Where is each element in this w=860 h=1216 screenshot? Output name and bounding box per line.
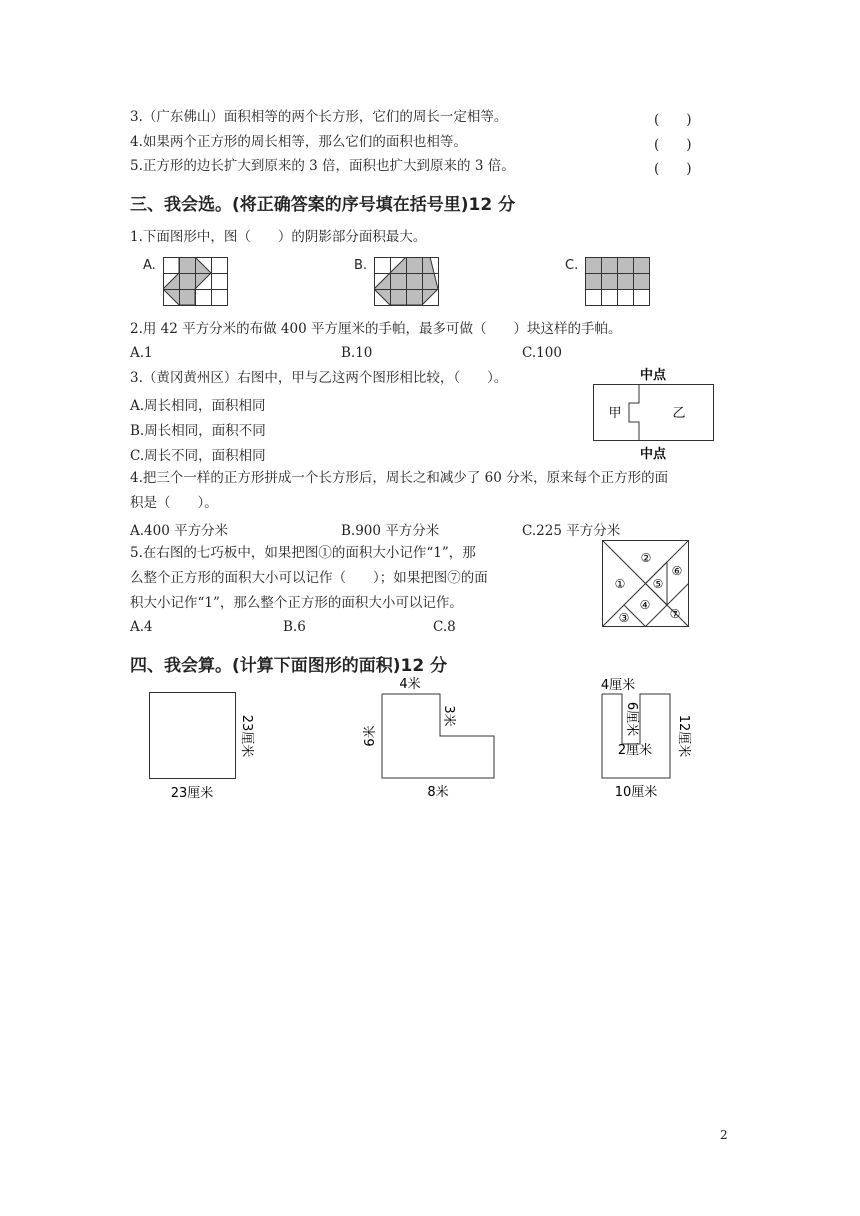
- q4-option-b[interactable]: B.900 平方分米: [341, 523, 440, 539]
- square-figure: [140, 688, 260, 804]
- l-shape-figure: [360, 674, 510, 804]
- l-left-label: 6米: [363, 725, 378, 747]
- answer-paren[interactable]: ( ): [654, 112, 692, 128]
- page-number: 2: [720, 1128, 728, 1142]
- grid-figure-a: [163, 257, 231, 307]
- piece-1-label: ①: [614, 577, 626, 591]
- u-bottom-label: 10厘米: [614, 785, 658, 800]
- answer-paren[interactable]: ( ): [654, 161, 692, 177]
- q5-stem-line3: 积大小记作“1”，那么整个正方形的面积大小可以记作。: [130, 595, 463, 611]
- piece-3-label: ③: [618, 611, 630, 625]
- square-bottom-label: 23厘米: [170, 786, 214, 801]
- q1-stem: 1.下面图形中，图（ ）的阴影部分面积最大。: [130, 229, 427, 245]
- grid-figure-b: [374, 257, 442, 307]
- q3-option-b[interactable]: B.周长相同，面积不同: [130, 423, 266, 439]
- q4-option-a[interactable]: A.400 平方分米: [130, 523, 229, 539]
- q4-option-c[interactable]: C.225 平方分米: [522, 523, 621, 539]
- section-4-heading: 四、我会算。(计算下面图形的面积)12 分: [130, 656, 448, 676]
- q3-option-c[interactable]: C.周长不同，面积相同: [130, 448, 266, 464]
- answer-paren[interactable]: ( ): [654, 137, 692, 153]
- q4-stem-line2: 积是（ ）。: [130, 495, 218, 511]
- q5-option-b[interactable]: B.6: [283, 619, 306, 635]
- u-right-label: 12厘米: [676, 714, 691, 758]
- u-notch-width-label: 2厘米: [617, 743, 653, 758]
- u-shape-figure: [590, 674, 710, 804]
- q5-option-a[interactable]: A.4: [130, 619, 153, 635]
- jia-yi-figure: [590, 362, 720, 464]
- q3-stem: 3.（黄冈黄州区）右图中，甲与乙这两个图形相比较，（ ）。: [130, 370, 508, 386]
- u-notch-depth-label: 6厘米: [624, 701, 639, 737]
- judge-item-5: 5.正方形的边长扩大到原来的 3 倍，面积也扩大到原来的 3 倍。: [130, 158, 515, 174]
- piece-5-label: ⑤: [652, 577, 664, 591]
- piece-6-label: ⑥: [671, 564, 683, 578]
- q5-option-c[interactable]: C.8: [433, 619, 456, 635]
- tangram-figure: [600, 538, 692, 630]
- option-b-label: B.: [354, 258, 368, 273]
- piece-4-label: ④: [639, 598, 651, 612]
- option-c-label: C.: [565, 258, 579, 273]
- judge-item-3: 3.（广东佛山）面积相等的两个长方形，它们的周长一定相等。: [130, 109, 508, 125]
- option-a-label: A.: [143, 258, 156, 273]
- top-midpoint-label: 中点: [639, 368, 667, 383]
- q3-option-a[interactable]: A.周长相同，面积相同: [130, 398, 266, 414]
- judge-item-4: 4.如果两个正方形的周长相等，那么它们的面积也相等。: [130, 134, 467, 150]
- l-bottom-label: 8米: [427, 785, 449, 800]
- q2-stem: 2.用 42 平方分米的布做 400 平方厘米的手帕，最多可做（ ）块这样的手帕。: [130, 321, 622, 337]
- square-right-label: 23厘米: [239, 714, 254, 758]
- q5-stem-line2: 么整个正方形的面积大小可以记作（ ）；如果把图⑦的面: [130, 570, 488, 586]
- piece-7-label: ⑦: [669, 607, 681, 621]
- q2-option-c[interactable]: C.100: [522, 345, 562, 361]
- l-notch-label: 3米: [441, 705, 456, 727]
- q4-stem-line1: 4.把三个一样的正方形拼成一个长方形后，周长之和减少了 60 分米，原来每个正方形的面: [130, 470, 669, 486]
- jia-label: 甲: [608, 406, 622, 421]
- piece-2-label: ②: [640, 551, 652, 565]
- section-3-heading: 三、我会选。(将正确答案的序号填在括号里)12 分: [130, 195, 516, 215]
- yi-label: 乙: [672, 406, 686, 421]
- u-top-label: 4厘米: [600, 678, 636, 693]
- q2-option-b[interactable]: B.10: [341, 345, 373, 361]
- q2-option-a[interactable]: A.1: [130, 345, 153, 361]
- l-top-label: 4米: [399, 677, 421, 692]
- bottom-midpoint-label: 中点: [639, 447, 667, 462]
- q5-stem-line1: 5.在右图的七巧板中，如果把图①的面积大小记作“1”，那: [130, 545, 476, 561]
- grid-figure-c: [585, 257, 653, 307]
